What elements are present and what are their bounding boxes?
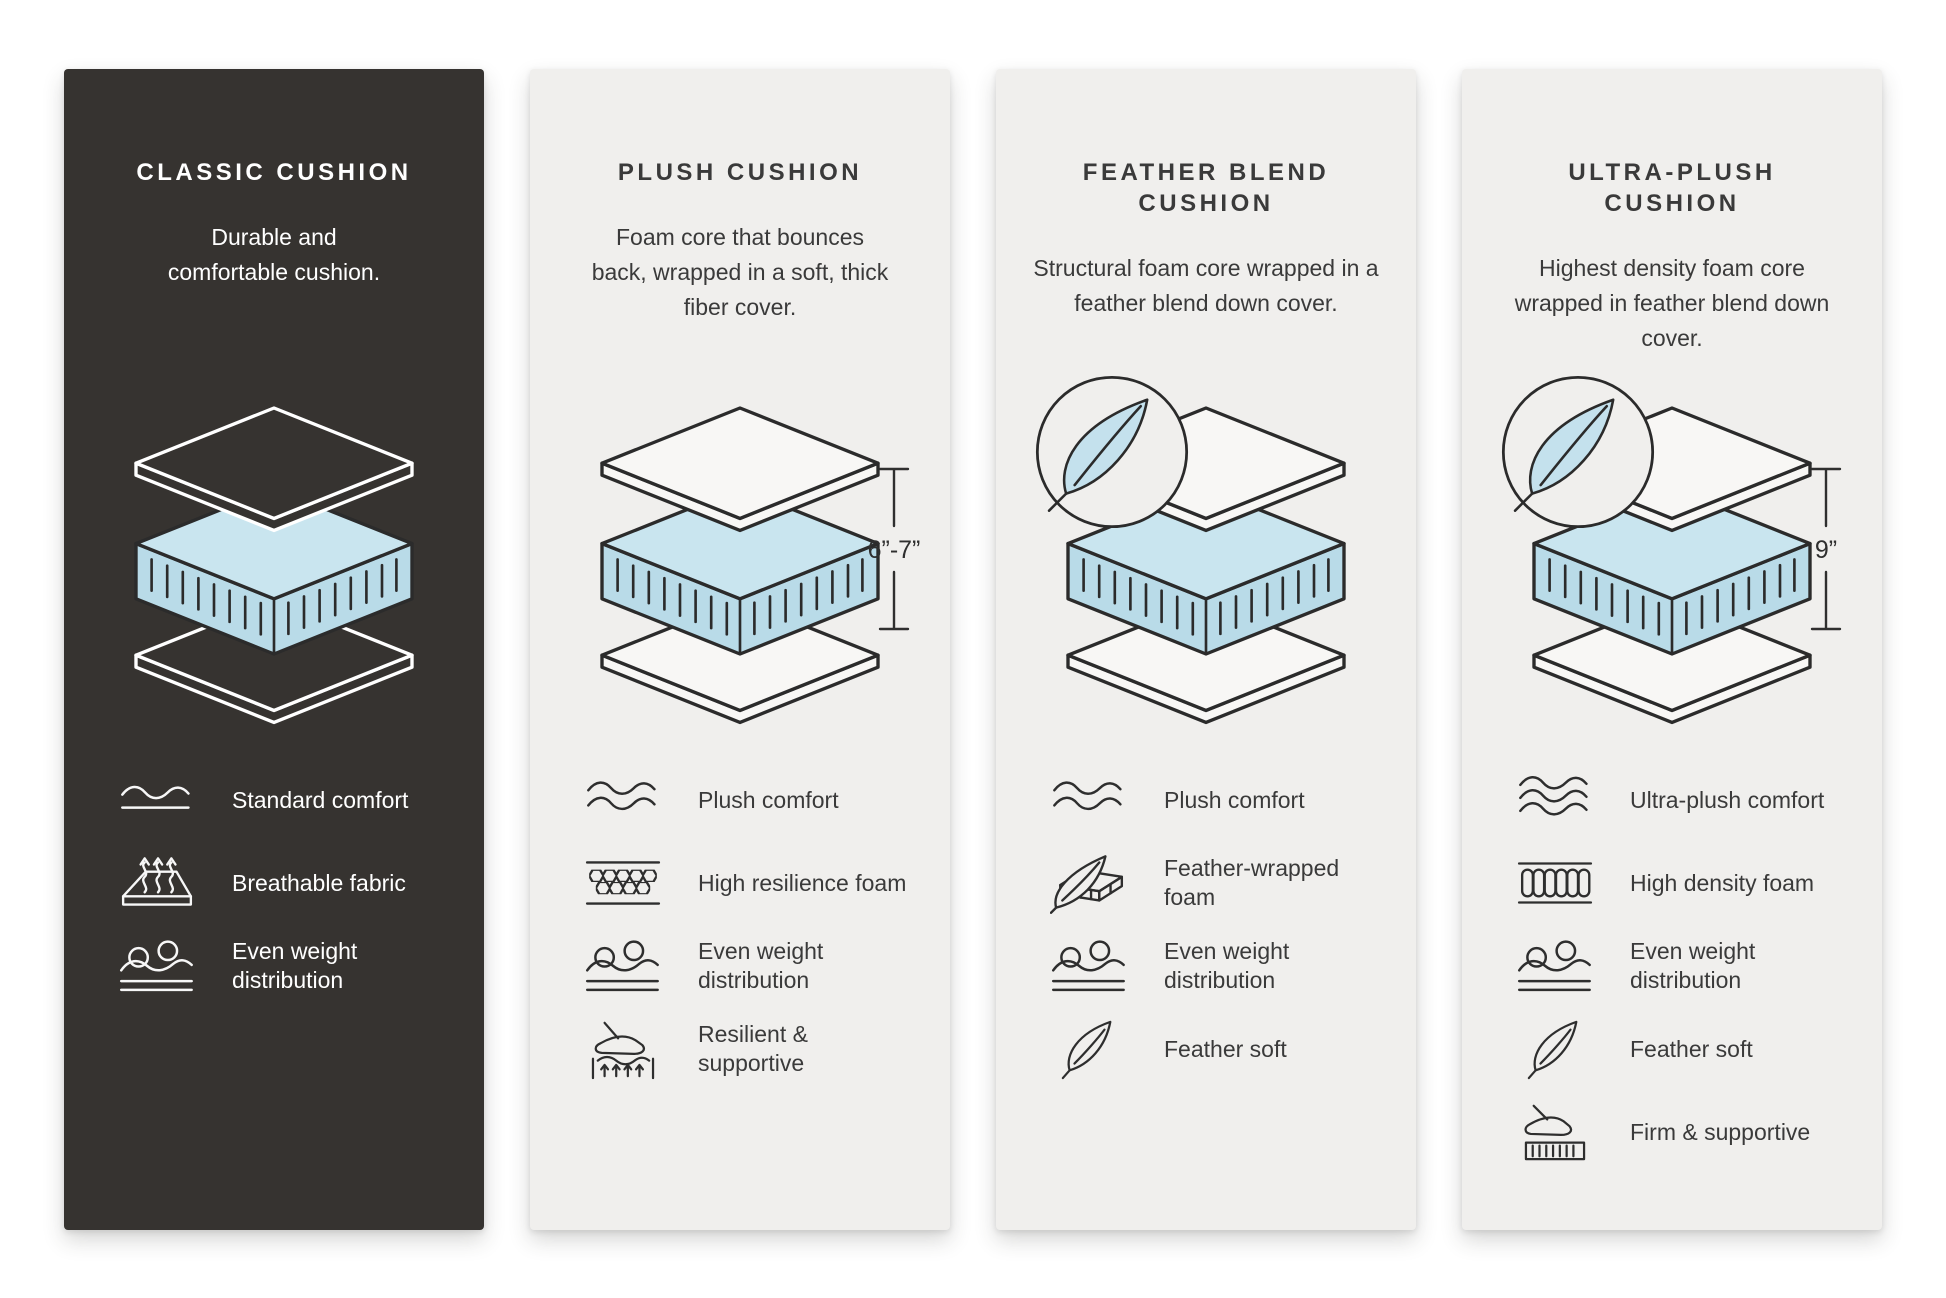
feature-label: High resilience foam bbox=[698, 869, 907, 896]
feature-label: Breathable fabric bbox=[232, 869, 406, 896]
feature-label: Ultra-plush comfort bbox=[1630, 786, 1825, 813]
feature-label: Resilient & supportive bbox=[698, 1021, 808, 1076]
feature-label: High density foam bbox=[1630, 869, 1815, 896]
feature-list bbox=[584, 769, 924, 1080]
list-item bbox=[584, 852, 924, 914]
feature-list bbox=[1516, 769, 1856, 1163]
panel-title: FEATHER BLEND CUSHION bbox=[1082, 159, 1330, 218]
firm-support-icon bbox=[1516, 1101, 1594, 1163]
resilient-support-icon bbox=[584, 1018, 662, 1080]
honeycomb-foam-icon bbox=[584, 852, 662, 914]
list-item bbox=[584, 935, 924, 997]
wave-double-icon bbox=[1050, 769, 1128, 831]
even-weight-icon bbox=[584, 935, 662, 997]
feature-label: Plush comfort bbox=[698, 786, 839, 813]
height-measurement bbox=[854, 464, 934, 634]
list-item bbox=[1050, 935, 1390, 997]
wave-double-icon bbox=[584, 769, 662, 831]
high-density-foam-icon bbox=[1516, 852, 1594, 914]
panel-ultra-plush-cushion bbox=[1462, 69, 1882, 1230]
feature-label: Plush comfort bbox=[1164, 786, 1305, 813]
panel-title: CLASSIC CUSHION bbox=[136, 159, 412, 186]
cushion-illustration bbox=[996, 394, 1416, 804]
feature-label: Even weight distribution bbox=[698, 938, 824, 993]
list-item bbox=[118, 852, 458, 914]
feather-badge bbox=[1498, 372, 1658, 532]
panel-feather-blend-cushion bbox=[996, 69, 1416, 1230]
panel-description: Durable and comfortable cushion. bbox=[167, 224, 381, 286]
list-item bbox=[1516, 1101, 1856, 1163]
list-item bbox=[1050, 1018, 1390, 1080]
feather-badge bbox=[1032, 372, 1192, 532]
feature-label: Even weight distribution bbox=[232, 938, 358, 993]
list-item bbox=[584, 769, 924, 831]
panel-title: ULTRA-PLUSH CUSHION bbox=[1568, 159, 1776, 218]
panel-description: Highest density foam core wrapped in feather blend down cover. bbox=[1514, 255, 1830, 352]
list-item bbox=[1516, 852, 1856, 914]
measurement-label: 6”-7” bbox=[867, 536, 921, 564]
list-item bbox=[118, 769, 458, 831]
feather-icon bbox=[1516, 1018, 1594, 1080]
panel-classic-cushion bbox=[64, 69, 484, 1230]
feature-list bbox=[1050, 769, 1390, 1080]
feature-label: Feather-wrapped foam bbox=[1164, 855, 1340, 910]
panel-title: PLUSH CUSHION bbox=[617, 159, 863, 186]
panel-description: Structural foam core wrapped in a feather blend down cover. bbox=[1033, 255, 1379, 317]
list-item bbox=[584, 1018, 924, 1080]
feature-label: Standard comfort bbox=[232, 786, 409, 813]
measurement-label: 9” bbox=[1814, 536, 1838, 564]
list-item bbox=[118, 935, 458, 997]
list-item bbox=[1516, 935, 1856, 997]
list-item bbox=[1516, 1018, 1856, 1080]
list-item bbox=[1050, 852, 1390, 914]
list-item bbox=[1516, 769, 1856, 831]
wave-triple-icon bbox=[1516, 769, 1594, 831]
height-measurement bbox=[1786, 464, 1866, 634]
feature-label: Even weight distribution bbox=[1630, 938, 1756, 993]
cushion-illustration bbox=[1462, 394, 1882, 804]
panel-description: Foam core that bounces back, wrapped in a soft, thick fiber cover. bbox=[591, 224, 889, 321]
even-weight-icon bbox=[118, 935, 196, 997]
panel-plush-cushion bbox=[530, 69, 950, 1230]
feature-label: Even weight distribution bbox=[1164, 938, 1290, 993]
feature-label: Feather soft bbox=[1164, 1035, 1287, 1062]
feature-label: Feather soft bbox=[1630, 1035, 1753, 1062]
wave-single-icon bbox=[118, 769, 196, 831]
feather-wrapped-foam-icon bbox=[1050, 852, 1128, 914]
feature-label: Firm & supportive bbox=[1630, 1118, 1811, 1145]
even-weight-icon bbox=[1516, 935, 1594, 997]
list-item bbox=[1050, 769, 1390, 831]
cushion-illustration bbox=[64, 394, 484, 804]
cushion-layers-icon bbox=[94, 402, 454, 732]
breathable-mattress-icon bbox=[118, 852, 196, 914]
feather-icon bbox=[1050, 1018, 1128, 1080]
even-weight-icon bbox=[1050, 935, 1128, 997]
feature-list bbox=[118, 769, 458, 997]
cushion-illustration bbox=[530, 394, 950, 804]
